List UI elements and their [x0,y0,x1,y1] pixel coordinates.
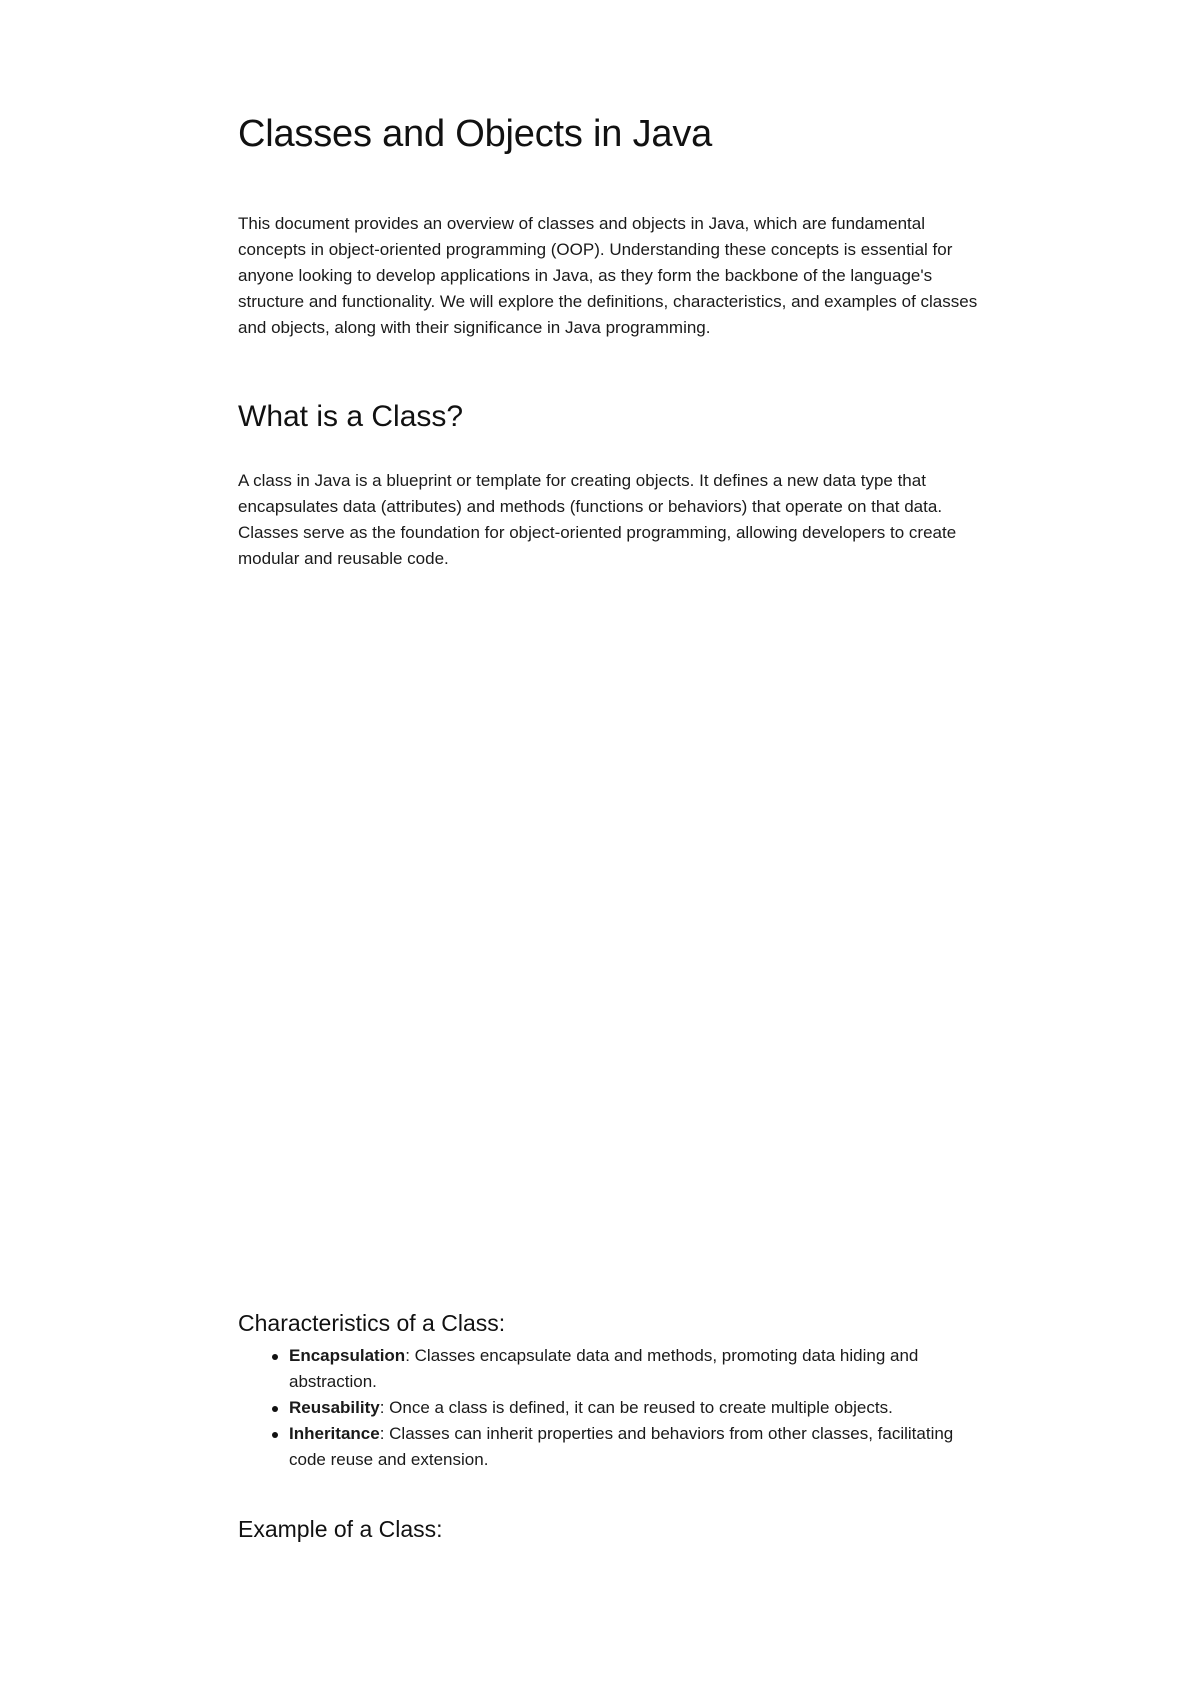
class-definition-paragraph: A class in Java is a blueprint or template for creating objects. It defines a new data type that encapsulates data (attributes) and methods (functions or behaviors) that operate on that data. Classes serve as the foundation for object-oriented programming, allowing developers to create modular and reusable code. [238,471,957,568]
list-item-term: Reusability [289,1398,380,1417]
characteristics-heading: Characteristics of a Class: [238,1310,506,1336]
list-item [289,1343,989,1395]
page-title: Classes and Objects in Java [238,113,713,155]
list-item-text: : Classes encapsulate data and methods, promoting data hiding and abstraction. [289,1346,919,1391]
list-item-term: Encapsulation [289,1346,406,1365]
list-item [289,1421,989,1473]
list-item-text: : Once a class is defined, it can be reused to create multiple objects. [379,1398,893,1417]
section-heading-what-is-a-class: What is a Class? [238,400,464,433]
list-item-text: : Classes can inherit properties and behaviors from other classes, facilitating code reuse and extension. [289,1424,954,1469]
intro-paragraph: This document provides an overview of classes and objects in Java, which are fundamental concepts in object-oriented programming (OOP). Understanding these concepts is essential for anyone looking to develop applications in Java, as they form the backbone of the language's structure and functionality. We will explore the definitions, characteristics, and examples of classes and objects, along with their significance in Java programming. [238,214,978,337]
example-heading: Example of a Class: [238,1516,443,1542]
characteristics-list [238,1343,1049,1473]
list-item-term: Inheritance [289,1424,380,1443]
list-item [289,1395,989,1421]
